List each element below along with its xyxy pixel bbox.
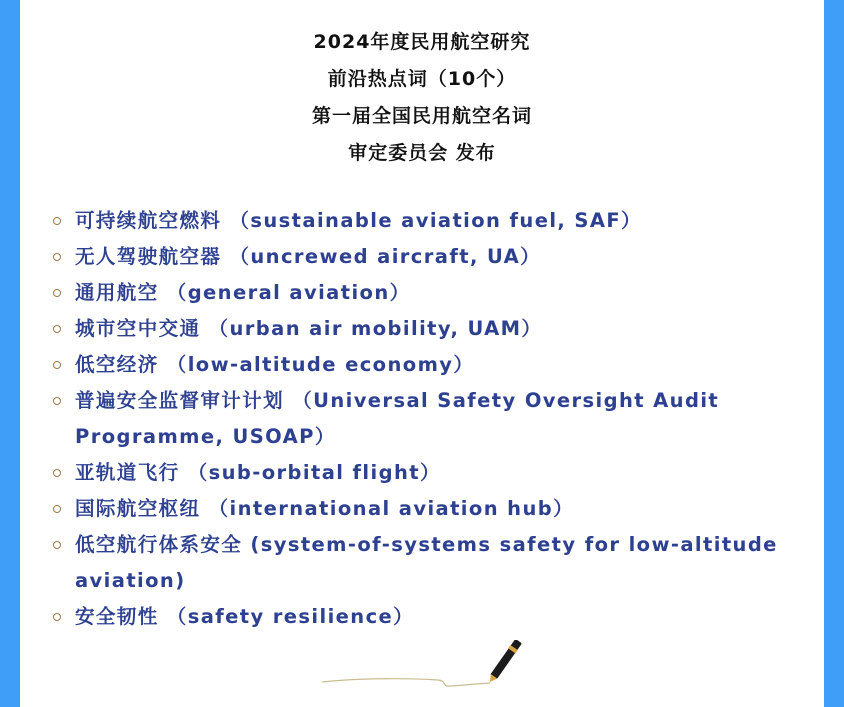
- term-text: 亚轨道飞行 （sub-orbital flight）: [75, 461, 441, 484]
- bullet-icon: [53, 397, 61, 405]
- term-text: 通用航空 （general aviation）: [75, 281, 411, 304]
- ink-line: [322, 679, 490, 686]
- bullet-icon: [53, 505, 61, 513]
- bullet-icon: [53, 325, 61, 333]
- term-item: [0, 599, 844, 635]
- bullet-icon: [53, 253, 61, 261]
- bullet-icon: [53, 217, 61, 225]
- pen-shape: [486, 640, 522, 685]
- term-item: [0, 455, 844, 491]
- term-item: [0, 527, 844, 599]
- term-item: [0, 383, 844, 455]
- title-line: 审定委员会 发布: [348, 142, 496, 164]
- bullet-icon: [53, 613, 61, 621]
- bullet-icon: [53, 541, 61, 549]
- term-text: 城市空中交通 （urban air mobility, UAM）: [75, 317, 543, 340]
- title-line: 2024年度民用航空研究: [313, 31, 531, 53]
- pen-icon: [320, 640, 530, 692]
- term-item: [0, 275, 844, 311]
- term-text: 无人驾驶航空器 （uncrewed aircraft, UA）: [75, 245, 541, 268]
- term-list: [0, 203, 844, 635]
- term-text: 安全韧性 （safety resilience）: [75, 605, 415, 628]
- title-line: 前沿热点词（10个）: [327, 68, 517, 90]
- term-text: 国际航空枢纽 （international aviation hub）: [75, 497, 574, 520]
- bullet-icon: [53, 361, 61, 369]
- bullet-icon: [53, 289, 61, 297]
- bullet-icon: [53, 469, 61, 477]
- term-text: 可持续航空燃料 （sustainable aviation fuel, SAF）: [75, 209, 642, 232]
- term-text: 低空经济 （low-altitude economy）: [75, 353, 475, 376]
- term-item: [0, 311, 844, 347]
- term-item: [0, 203, 844, 239]
- term-text: 普遍安全监督审计计划 （Universal Safety Oversight Audit Programme, USOAP）: [75, 389, 720, 448]
- term-item: [0, 347, 844, 383]
- page-title: [0, 24, 844, 172]
- term-text: 低空航行体系安全 (system-of-systems safety for low-altitude aviation): [75, 533, 778, 592]
- term-item: [0, 491, 844, 527]
- term-item: [0, 239, 844, 275]
- title-line: 第一届全国民用航空名词: [311, 105, 532, 127]
